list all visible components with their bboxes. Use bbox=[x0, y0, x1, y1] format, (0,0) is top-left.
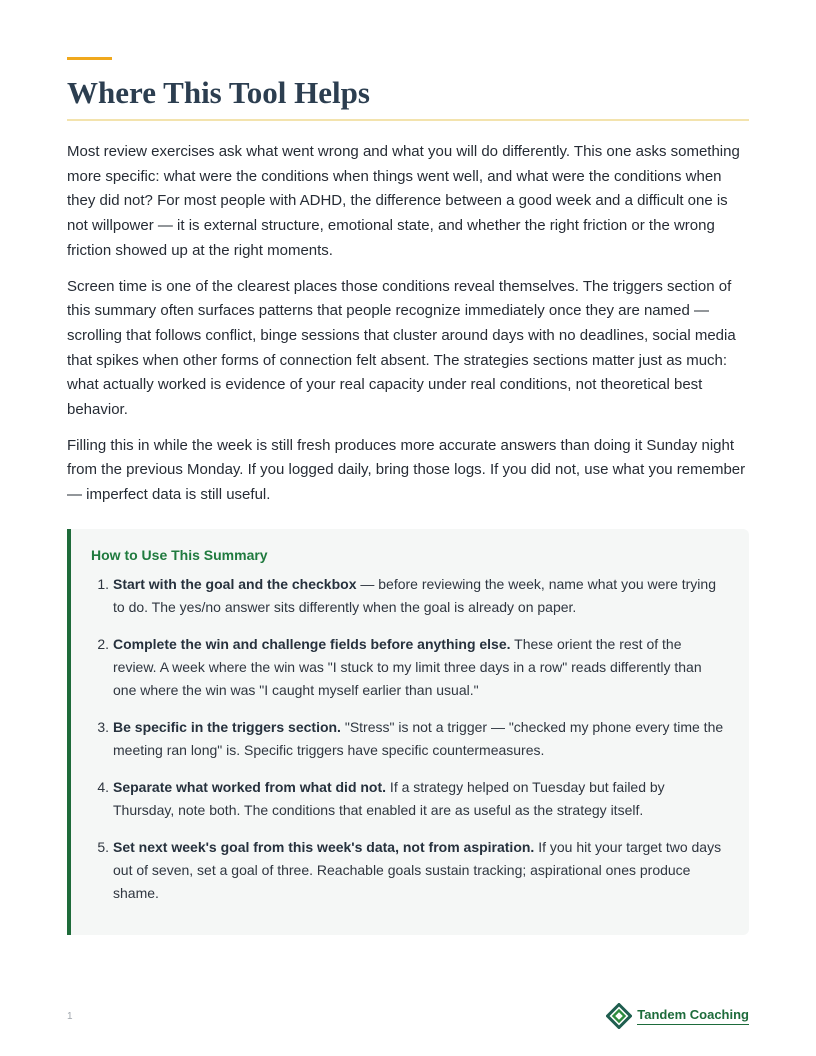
intro-paragraph: Most review exercises ask what went wrong and what you will do differently. This one asks something more specific: what were the conditions when things went well, and what were the conditions when they did not? For most people with ADHD, the difference between a good week and a difficult one is not willpower — it is external structure, emotional state, and whether the right friction or the wrong friction showed up at the right moments. bbox=[67, 143, 740, 259]
steps-list bbox=[91, 573, 725, 905]
step-text bbox=[113, 633, 725, 702]
step-text bbox=[113, 776, 725, 822]
step-item bbox=[91, 776, 725, 822]
step-number: 3. bbox=[97, 718, 109, 735]
step-text bbox=[113, 836, 725, 905]
screen-time-paragraph: Screen time is one of the clearest places those conditions reveal themselves. The triggers section of this summary often surfaces patterns that people recognize immediately once they are named — scrolling that follows conflict, binge sessions that cluster around days with no deadlines, social media that spikes when other forms of connection felt absent. The strategies sections matter just as much: what actually worked is evidence of your real capacity under real conditions, not theoretical best behavior. bbox=[67, 277, 736, 419]
step-lead: Complete the win and challenge fields before anything else. bbox=[113, 635, 511, 652]
step-lead: Start with the goal and the checkbox bbox=[113, 575, 357, 592]
callout-title: How to Use This Summary bbox=[91, 546, 268, 563]
step-body: "Stress" is not a trigger — "checked my phone every time the meeting ran long" is. Specific triggers have specific countermeasures. bbox=[113, 718, 724, 758]
step-lead: Be specific in the triggers section. bbox=[113, 718, 341, 735]
step-item bbox=[91, 836, 725, 905]
page-title: Where This Tool Helps bbox=[67, 75, 370, 110]
step-number: 5. bbox=[97, 838, 109, 855]
step-item bbox=[91, 573, 725, 619]
how-to-use-callout bbox=[67, 529, 749, 935]
step-body: These orient the rest of the review. A week where the win was "I stuck to my limit three days in a row" reads differently than one where the win was "I caught myself earlier than usual." bbox=[113, 635, 702, 698]
step-body: If you hit your target two days out of seven, set a goal of three. Reachable goals sustain tracking; aspirational ones produce shame. bbox=[113, 838, 722, 901]
step-body: — before reviewing the week, name what you were trying to do. The yes/no answer sits differently when the goal is already on paper. bbox=[113, 575, 716, 615]
step-text bbox=[113, 573, 725, 619]
step-number: 1. bbox=[97, 575, 109, 592]
step-number: 2. bbox=[97, 635, 109, 652]
brand-name: Tandem Coaching bbox=[637, 1007, 749, 1025]
step-item bbox=[91, 633, 725, 702]
step-text bbox=[113, 716, 725, 762]
step-lead: Separate what worked from what did not. bbox=[113, 778, 387, 795]
timing-paragraph: Filling this in while the week is still fresh produces more accurate answers than doing it Sunday night from the previous Monday. If you logged daily, bring those logs. If you did not, use what you remember — imperfect data is still useful. bbox=[67, 436, 746, 504]
title-divider bbox=[67, 119, 749, 121]
brand-logo bbox=[606, 1003, 749, 1029]
diamond-logo-icon bbox=[606, 1003, 632, 1029]
step-body: If a strategy helped on Tuesday but failed by Thursday, note both. The conditions that enabled it are as useful as the strategy itself. bbox=[113, 778, 665, 818]
heading-accent-bar bbox=[67, 57, 112, 60]
step-item bbox=[91, 716, 725, 762]
page-content bbox=[67, 140, 749, 935]
page-number: 1 bbox=[67, 1011, 73, 1022]
step-lead: Set next week's goal from this week's data, not from aspiration. bbox=[113, 838, 535, 855]
step-number: 4. bbox=[97, 778, 109, 795]
